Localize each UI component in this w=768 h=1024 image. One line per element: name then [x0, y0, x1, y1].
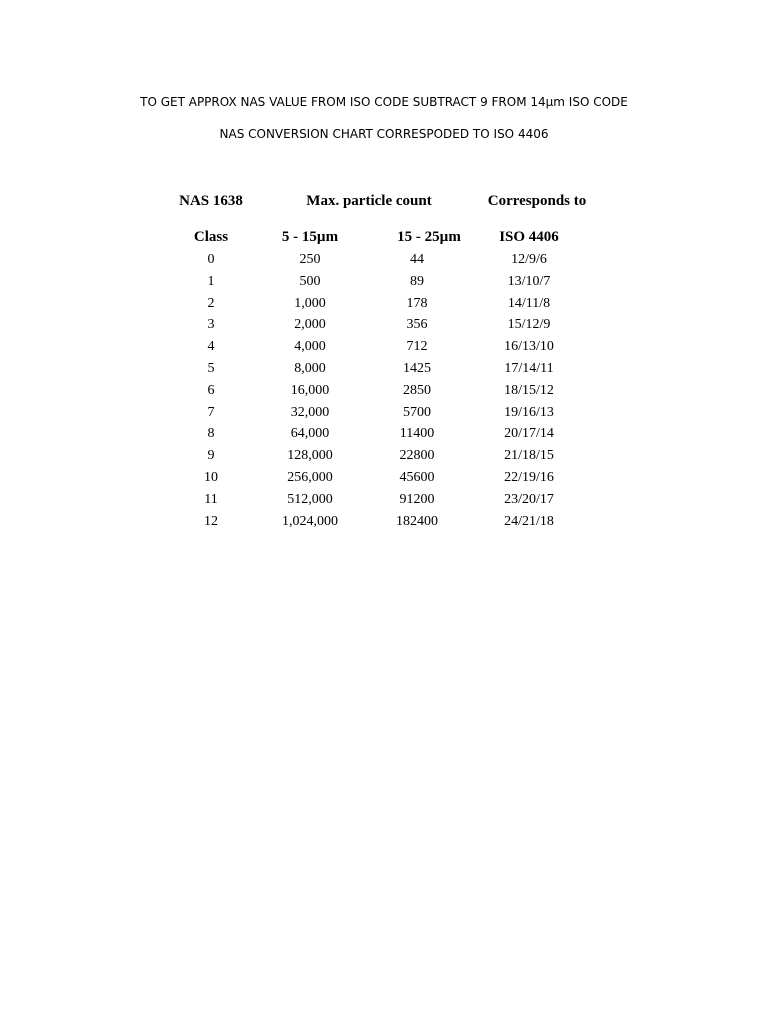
- cell-iso-4406: 19/16/13: [504, 404, 554, 420]
- cell-15-25um: 712: [406, 339, 428, 355]
- cell-class: 10: [204, 470, 218, 485]
- cell-iso-4406: 12/9/6: [511, 252, 547, 267]
- cell-5-15um: 500: [299, 273, 321, 289]
- chart-title: NAS CONVERSION CHART CORRESPODED TO ISO 4406: [219, 127, 549, 141]
- cell-class: 11: [204, 491, 218, 507]
- cell-15-25um: 45600: [399, 470, 435, 485]
- cell-5-15um: 1,024,000: [282, 513, 338, 529]
- cell-15-25um: 91200: [399, 491, 435, 507]
- cell-iso-4406: 21/18/15: [504, 448, 554, 464]
- cell-class: 8: [207, 426, 215, 442]
- cell-class: 4: [207, 339, 215, 355]
- cell-iso-4406: 24/21/18: [504, 513, 554, 529]
- cell-15-25um: 5700: [403, 404, 431, 420]
- cell-5-15um: 2,000: [294, 317, 326, 333]
- cell-iso-4406: 23/20/17: [504, 491, 554, 507]
- cell-5-15um: 250: [299, 252, 321, 267]
- cell-15-25um: 44: [410, 252, 424, 267]
- cell-class: 5: [207, 361, 215, 376]
- cell-class: 0: [207, 252, 215, 267]
- cell-iso-4406: 17/14/11: [504, 361, 554, 376]
- cell-iso-4406: 18/15/12: [504, 382, 554, 398]
- column-header-15-25um: 15 - 25µm: [397, 229, 461, 245]
- cell-iso-4406: 15/12/9: [507, 317, 551, 333]
- cell-15-25um: 178: [406, 295, 428, 311]
- cell-iso-4406: 14/11/8: [507, 295, 551, 311]
- group-header-corresponds: Corresponds to: [487, 193, 587, 209]
- cell-iso-4406: 20/17/14: [504, 426, 554, 442]
- cell-iso-4406: 16/13/10: [504, 339, 554, 355]
- cell-5-15um: 64,000: [290, 426, 330, 442]
- column-header-5-15um: 5 - 15µm: [281, 229, 339, 245]
- cell-5-15um: 512,000: [287, 491, 333, 507]
- cell-class: 7: [207, 404, 215, 420]
- cell-15-25um: 356: [406, 317, 428, 333]
- cell-15-25um: 182400: [396, 513, 438, 529]
- cell-5-15um: 16,000: [290, 382, 330, 398]
- cell-5-15um: 32,000: [290, 404, 330, 420]
- cell-class: 2: [207, 295, 215, 311]
- cell-class: 9: [207, 448, 215, 464]
- instruction-heading: TO GET APPROX NAS VALUE FROM ISO CODE SUBTRACT 9 FROM 14µm ISO CODE: [140, 95, 628, 109]
- cell-15-25um: 22800: [399, 448, 435, 464]
- cell-15-25um: 1425: [403, 361, 431, 376]
- group-header-nas: NAS 1638: [179, 193, 243, 209]
- cell-5-15um: 1,000: [294, 295, 326, 311]
- cell-5-15um: 8,000: [294, 361, 326, 376]
- group-header-particle-count: Max. particle count: [306, 193, 432, 209]
- cell-5-15um: 128,000: [287, 448, 333, 464]
- cell-iso-4406: 22/19/16: [504, 470, 554, 485]
- column-header-class: Class: [193, 229, 229, 245]
- cell-class: 6: [207, 382, 215, 398]
- cell-15-25um: 11400: [399, 426, 435, 442]
- cell-iso-4406: 13/10/7: [507, 273, 551, 289]
- cell-5-15um: 256,000: [287, 470, 333, 485]
- cell-class: 12: [204, 513, 218, 529]
- cell-class: 1: [207, 273, 215, 289]
- cell-class: 3: [207, 317, 215, 333]
- cell-15-25um: 2850: [403, 382, 431, 398]
- column-header-iso-4406: ISO 4406: [499, 229, 559, 245]
- cell-15-25um: 89: [410, 273, 424, 289]
- cell-5-15um: 4,000: [294, 339, 326, 355]
